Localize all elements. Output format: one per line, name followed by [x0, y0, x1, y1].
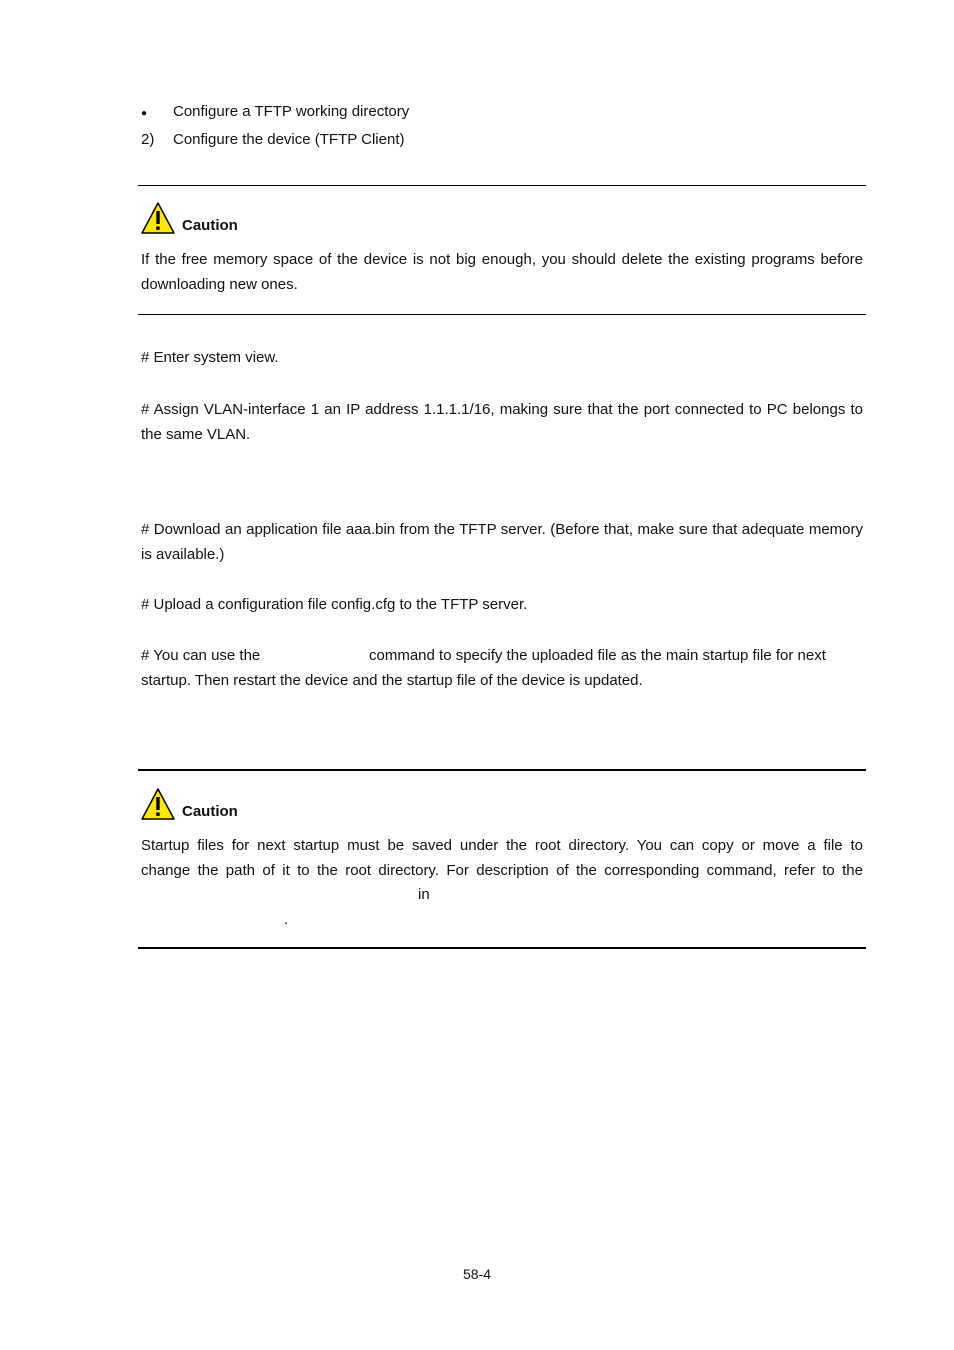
caution2-top-rule	[138, 769, 866, 771]
step-assign-ip: # Assign VLAN-interface 1 an IP address 1.1.1.1/16, making sure that the port connected to PC belongs to the same VLAN.	[141, 401, 863, 443]
bullet-icon: ●	[141, 108, 148, 119]
bullet-item-text: Configure a TFTP working directory	[173, 103, 410, 120]
step-startup-line2: startup. Then restart the device and the startup file of the device is updated.	[141, 672, 643, 689]
step-upload: # Upload a configuration file config.cfg to the TFTP server.	[141, 596, 528, 613]
caution2-line4-fragment: .	[284, 911, 289, 928]
caution2-line3-fragment: in	[418, 886, 430, 903]
caution1-header	[141, 202, 175, 238]
caution1-top-rule	[138, 185, 866, 186]
warning-triangle-icon	[141, 788, 175, 820]
caution2-bottom-rule	[138, 947, 866, 949]
step-download: # Download an application file aaa.bin from the TFTP server. (Before that, make sure that adequate memory is available.)	[141, 521, 863, 563]
caution2-header	[141, 788, 175, 824]
step-enter-system-view: # Enter system view.	[141, 349, 279, 366]
caution2-title: Caution	[182, 803, 238, 820]
step-text: Configure the device (TFTP Client)	[173, 131, 405, 148]
caution2-line2: change the path of it to the root directory. For description of the corresponding command, refer to the	[141, 862, 863, 879]
warning-triangle-icon	[141, 202, 175, 234]
caution1-title: Caution	[182, 217, 238, 234]
step-number: 2)	[141, 131, 155, 148]
bullet-list-item	[141, 102, 147, 124]
step-startup-prefix: # You can use the	[141, 647, 261, 664]
page-number: 58-4	[462, 1266, 492, 1282]
caution2-line1: Startup files for next startup must be saved under the root directory. You can copy or move a file to	[141, 837, 863, 854]
step-startup-suffix: command to specify the uploaded file as the main startup file for next	[369, 647, 826, 664]
caution1-text: If the free memory space of the device is not big enough, you should delete the existing programs before downloading new ones.	[141, 251, 863, 293]
caution1-bottom-rule	[138, 314, 866, 315]
